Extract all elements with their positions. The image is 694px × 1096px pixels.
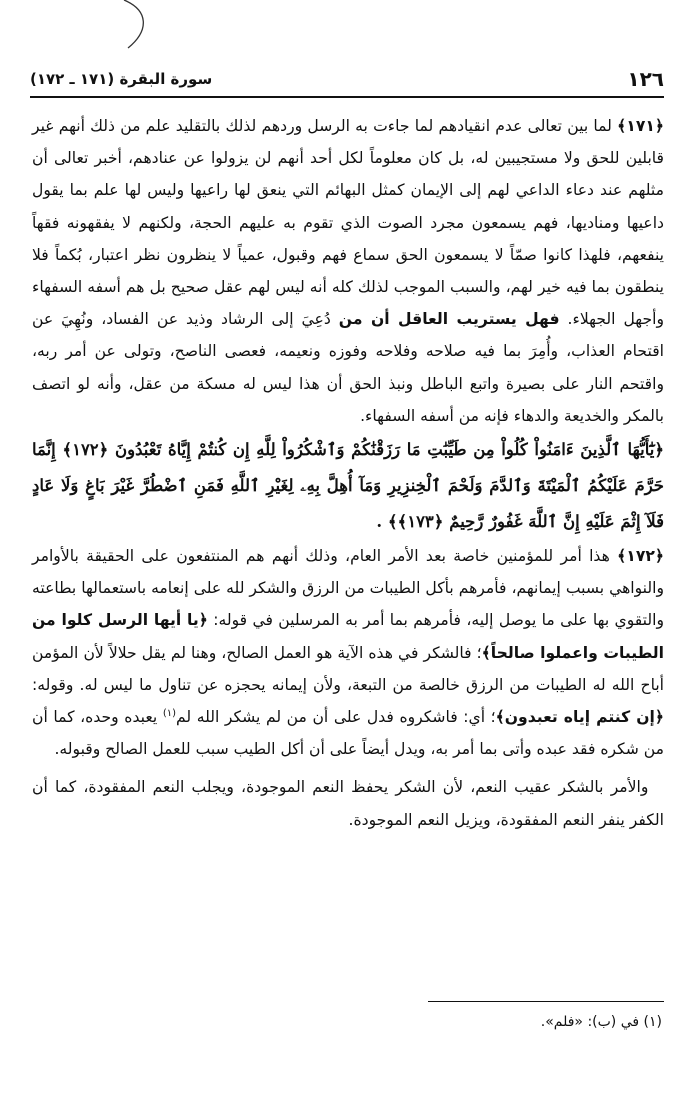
verse-quote-worship: ﴿إن كنتم إياه تعبدون﴾ — [495, 708, 665, 727]
commentary-text-171: لما بين تعالى عدم انقيادهم لما جاءت به الرسل وردهم لذلك بالتقليد علم من ذلك أنهم غير قابلين للحق ولا مستجيبين له، بل كان معلوماً لكل أحد أنهم لن يزولوا عن عنادهم، أخبر تعالى أن مثلهم عند دعاء الداعي لهم إلى الإيمان كمثل البهائم التي ينعق لها راعيها وليس لها علم بما يقول داعيها ومناديها، فهم يسمعون مجرد الصوت الذي تقوم به عليهم الحجة، ولكنهم لا يفقهونه فقهاً ينفعهم، فلهذا كانوا صمّاً لا يسمعون الحق سماع فهم وقبول، عمياً لا ينظرون نظر اعتبار، بُكماً فلا ينطقون بما فيه خير لهم، والسبب الموجب لذلك كله أنه ليس لهم عقل صحيح بل هم أسفه السفهاء وأجهل الجهلاء. — [32, 117, 664, 329]
commentary-text-171-continued: دُعِيَ إلى الرشاد وذيد عن الفساد، ونُهِيَ عن اقتحام العذاب، وأُمِرَ بما فيه صلاحه وفلاحه وفوزه ونعيمه، فعصى الناصح، وتولى عن أمر ربه، واقتحم النار على بصيرة واتبع الباطل ونبذ الحق أن هذا ليس له مسكة من عقل، وأنه لو اتصف بالمكر والخديعة والدهاء فإنه من أسفه السفهاء. — [32, 310, 664, 425]
commentary-text-172-part3: ؛ أي: فاشكروه فدل على أن من لم يشكر الله لم — [176, 708, 496, 727]
commentary-paragraph-172 — [32, 540, 664, 765]
commentary-text-172: هذا أمر للمؤمنين خاصة بعد الأمر العام، وذلك أنهم هم المنتفعون على الحقيقة بالأوامر والنواهي بسبب إيمانهم، فأمرهم بأكل الطيبات من الرزق والشكر لله على إنعامه باستعمالها بطاعته والتقوي بها على ما يوصل إليه، فأمرهم بما أمر به المرسلين في قوله: — [32, 547, 665, 630]
verse-marker-172: ﴿١٧٢﴾ — [617, 547, 664, 566]
footnote-reference[interactable]: (١) — [162, 707, 176, 719]
commentary-text-172-part4: يعبده وحده، كما أن من شكره فقد عبده وأتى بما أمر به، ويدل أيضاً على أن أكل الطيب سبب للعمل الصالح وقبوله. — [32, 708, 664, 759]
quran-verse-block: ﴿يَٰٓأَيُّهَا ٱلَّذِينَ ءَامَنُواْ كُلُواْ مِن طَيِّبَٰتِ مَا رَزَقْنَٰكُمْ وَٱشْكُرُواْ لِلَّهِ إِن كُنتُمْ إِيَّاهُ تَعْبُدُونَ ﴿١٧٢﴾ إِنَّمَا حَرَّمَ عَلَيْكُمُ ٱلْمَيْتَةَ وَٱلدَّمَ وَلَحْمَ ٱلْخِنزِيرِ وَمَآ أُهِلَّ بِهِۦ لِغَيْرِ ٱللَّهِ فَمَنِ ٱضْطُرَّ غَيْرَ بَاغٍ وَلَا عَادٍ فَلَآ إِثْمَ عَلَيْهِ إِنَّ ٱللَّهَ غَفُورٌ رَّحِيمٌ ﴿١٧٣﴾﴾ . — [32, 440, 664, 532]
closing-paragraph — [32, 771, 664, 835]
footnote-text: في (ب): «فلم». — [540, 1014, 644, 1030]
page-header — [30, 62, 664, 98]
rhetorical-question: فهل يستريب العاقل أن من — [338, 310, 560, 329]
corner-scan-mark — [118, 0, 154, 50]
commentary-text-172-continued: ؛ فالشكر في هذه الآية هو العمل الصالح، وهنا لم يقل حلالاً لأن المؤمن أباح الله له الطيبات من الرزق خالصة من التبعة، ولأن إيمانه يحجزه عن تناول ما ليس له. وقوله: — [32, 643, 664, 694]
closing-paragraph-text: والأمر بالشكر عقيب النعم، لأن الشكر يحفظ النعم الموجودة، ويجلب النعم المفقودة، كما أن الكفر ينفر النعم المفقودة، ويزيل النعم الموجودة. — [32, 778, 664, 829]
verse-quote-messengers: ﴿يا أيها الرسل كلوا من الطيبات واعملوا صالحاً﴾ — [32, 611, 664, 662]
page-number: ١٢٦ — [627, 67, 664, 91]
running-title: سورة البقرة (١٧١ ـ ١٧٢) — [30, 70, 213, 88]
footnote-number: (١) — [643, 1014, 662, 1030]
verse-marker-171: ﴿١٧١﴾ — [617, 117, 664, 135]
footnote — [32, 1010, 662, 1034]
footnote-divider — [428, 1001, 664, 1002]
commentary-paragraph-171 — [32, 110, 664, 432]
body-text — [32, 110, 664, 836]
